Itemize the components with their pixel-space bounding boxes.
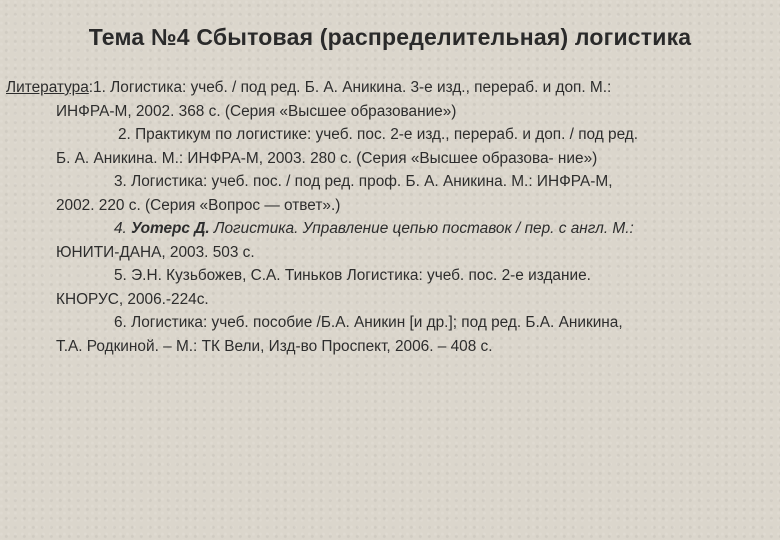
list-item-4-line-2: ЮНИТИ-ДАНА, 2003. 503 с. — [56, 243, 255, 261]
list-item-3-number: 3. — [114, 173, 127, 190]
literature-list — [6, 76, 774, 358]
list-item-5-number: 5. — [114, 267, 127, 284]
list-item-2-line-2: Б. А. Аникина. М.: ИНФРА-М, 2003. 280 с. (Серия «Высшее образова- ние») — [56, 149, 598, 167]
list-item-1-line-2: ИНФРА-М, 2002. 368 с. (Серия «Высшее образование») — [56, 102, 457, 120]
list-item-1-text: Логистика: учеб. / под ред. Б. А. Аникина. 3-е изд., перераб. и доп. М.: — [105, 79, 612, 96]
list-item-3-text: Логистика: учеб. пос. / под ред. проф. Б. А. Аникина. М.: ИНФРА-М, — [126, 173, 613, 190]
list-item-3-line-1 — [6, 170, 774, 194]
list-item-5-line-2: КНОРУС, 2006.-224с. — [56, 290, 209, 308]
list-item-4-line-1 — [6, 217, 774, 241]
list-item-4-text: Логистика. Управление цепью поставок / пер. с англ. М.: — [209, 220, 634, 237]
list-item-6-line-1 — [6, 311, 774, 335]
list-item-2-text: Практикум по логистике: учеб. пос. 2-е изд., перераб. и доп. / под ред. — [130, 126, 639, 143]
literature-label: Литература — [6, 79, 89, 96]
list-item-2-number: 2. — [118, 126, 131, 143]
list-item-1-number: :1. — [88, 79, 106, 96]
list-item-4-author: Уотерс Д. — [126, 220, 210, 237]
list-item-2-line-1 — [6, 123, 774, 147]
list-item-6-text: Логистика: учеб. пособие /Б.А. Аникин [и др.]; под ред. Б.А. Аникина, — [126, 314, 623, 331]
list-item-5-line-1 — [6, 264, 774, 288]
list-item-4-number: 4. — [114, 220, 127, 237]
slide-title: Тема №4 Сбытовая (распределительная) логистика — [88, 24, 692, 50]
list-item-6-line-2: Т.А. Родкиной. – М.: ТК Вели, Изд-во Проспект, 2006. – 408 с. — [56, 337, 493, 355]
list-item-5-text: Э.Н. Кузьбожев, С.А. Тиньков Логистика: учеб. пос. 2-е издание. — [126, 267, 591, 284]
list-item-6-number: 6. — [114, 314, 127, 331]
list-item-3-line-2: 2002. 220 с. (Серия «Вопрос — ответ».) — [56, 196, 341, 214]
list-item-1-line-1 — [6, 76, 774, 100]
